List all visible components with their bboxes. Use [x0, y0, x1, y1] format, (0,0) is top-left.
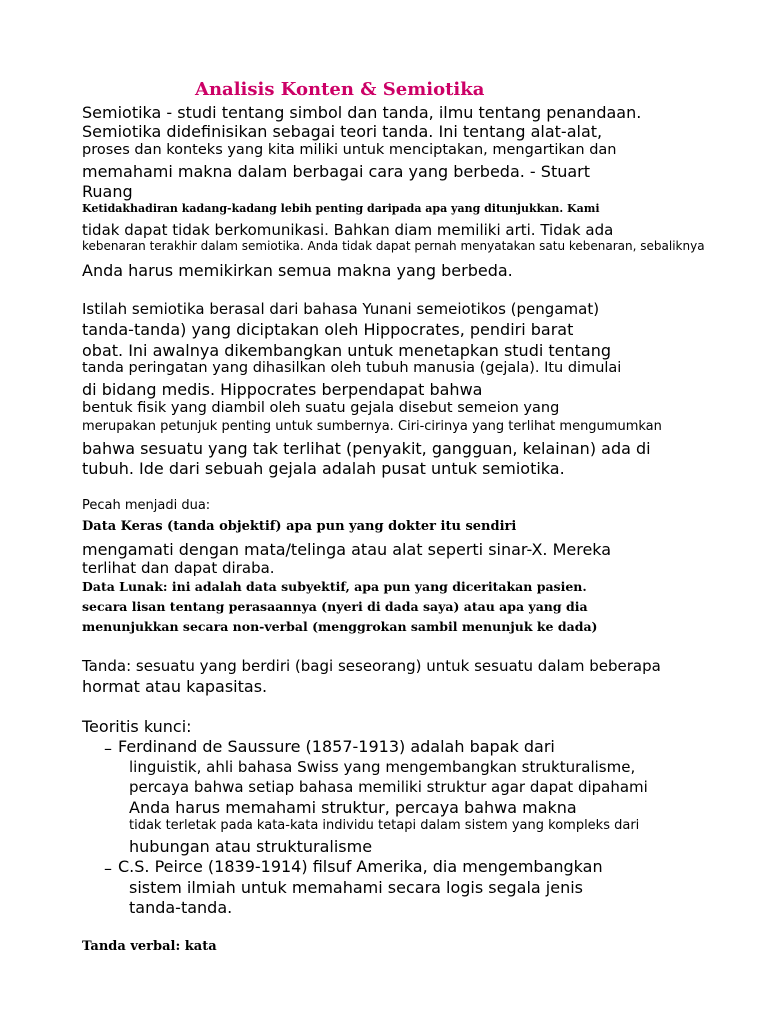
section-heading: Tanda verbal: kata	[82, 939, 217, 954]
paragraph-line: di bidang medis. Hippocrates berpendapat bahwa	[82, 380, 483, 399]
bullet-item: Ferdinand de Saussure (1857-1913) adalah bapak dari	[118, 737, 555, 756]
document-title: Analisis Konten & Semiotika	[195, 79, 485, 100]
bullet-item-line: tanda-tanda.	[129, 898, 233, 917]
paragraph-line: Data Lunak: ini adalah data subyektif, apa pun yang diceritakan pasien.	[82, 579, 587, 594]
bullet-item-line: percaya bahwa setiap bahasa memiliki struktur agar dapat dipahami	[129, 778, 648, 796]
paragraph-line: hormat atau kapasitas.	[82, 677, 268, 696]
bullet-dash: –	[104, 859, 112, 878]
bullet-item: C.S. Peirce (1839-1914) filsuf Amerika, dia mengembangkan	[118, 857, 603, 876]
paragraph-line: Ketidakhadiran kadang-kadang lebih penting daripada apa yang ditunjukkan. Kami	[82, 202, 600, 215]
paragraph-line: bahwa sesuatu yang tak terlihat (penyakit, gangguan, kelainan) ada di	[82, 439, 651, 458]
paragraph-line: kebenaran terakhir dalam semiotika. Anda tidak dapat pernah menyatakan satu kebenaran, sebaliknya	[82, 239, 705, 253]
paragraph-line: menunjukkan secara non-verbal (menggrokan sambil menunjuk ke dada)	[82, 619, 598, 634]
bullet-dash: –	[104, 739, 112, 758]
paragraph-line: secara lisan tentang perasaannya (nyeri di dada saya) atau apa yang dia	[82, 599, 588, 614]
paragraph-line: Semiotika didefinisikan sebagai teori tanda. Ini tentang alat-alat,	[82, 122, 603, 141]
paragraph-line: tanda peringatan yang dihasilkan oleh tubuh manusia (gejala). Itu dimulai	[82, 360, 622, 376]
paragraph-line: bentuk fisik yang diambil oleh suatu gejala disebut semeion yang	[82, 400, 560, 416]
bullet-item-line: linguistik, ahli bahasa Swiss yang mengembangkan strukturalisme,	[129, 758, 636, 776]
bullet-item-line: Anda harus memahami struktur, percaya bahwa makna	[129, 798, 577, 817]
section-heading: Teoritis kunci:	[82, 717, 192, 736]
paragraph-line: tidak dapat tidak berkomunikasi. Bahkan diam memiliki arti. Tidak ada	[82, 221, 614, 239]
paragraph-line: Semiotika - studi tentang simbol dan tanda, ilmu tentang penandaan.	[82, 103, 642, 122]
bullet-item-line: hubungan atau strukturalisme	[129, 837, 373, 856]
paragraph-line: Data Keras (tanda objektif) apa pun yang dokter itu sendiri	[82, 519, 517, 534]
paragraph-line: mengamati dengan mata/telinga atau alat seperti sinar-X. Mereka	[82, 540, 612, 559]
paragraph-line: Pecah menjadi dua:	[82, 498, 211, 513]
paragraph-line: Anda harus memikirkan semua makna yang berbeda.	[82, 261, 513, 280]
paragraph-line: proses dan konteks yang kita miliki untuk menciptakan, mengartikan dan	[82, 142, 617, 158]
paragraph-line: merupakan petunjuk penting untuk sumbernya. Ciri-cirinya yang terlihat mengumumkan	[82, 419, 662, 434]
paragraph-line: memahami makna dalam berbagai cara yang berbeda. - Stuart	[82, 162, 591, 181]
paragraph-line: Ruang	[82, 182, 133, 201]
paragraph-line: tubuh. Ide dari sebuah gejala adalah pusat untuk semiotika.	[82, 459, 565, 478]
bullet-item-line: sistem ilmiah untuk memahami secara logis segala jenis	[129, 878, 583, 897]
bullet-item-line: tidak terletak pada kata-kata individu tetapi dalam sistem yang kompleks dari	[129, 818, 640, 833]
paragraph-line: tanda-tanda) yang diciptakan oleh Hippocrates, pendiri barat	[82, 320, 574, 339]
paragraph-line: terlihat dan dapat diraba.	[82, 559, 275, 577]
paragraph-line: Istilah semiotika berasal dari bahasa Yunani semeiotikos (pengamat)	[82, 300, 600, 318]
paragraph-line: obat. Ini awalnya dikembangkan untuk menetapkan studi tentang	[82, 341, 612, 360]
paragraph-line: Tanda: sesuatu yang berdiri (bagi seseorang) untuk sesuatu dalam beberapa	[82, 657, 661, 675]
